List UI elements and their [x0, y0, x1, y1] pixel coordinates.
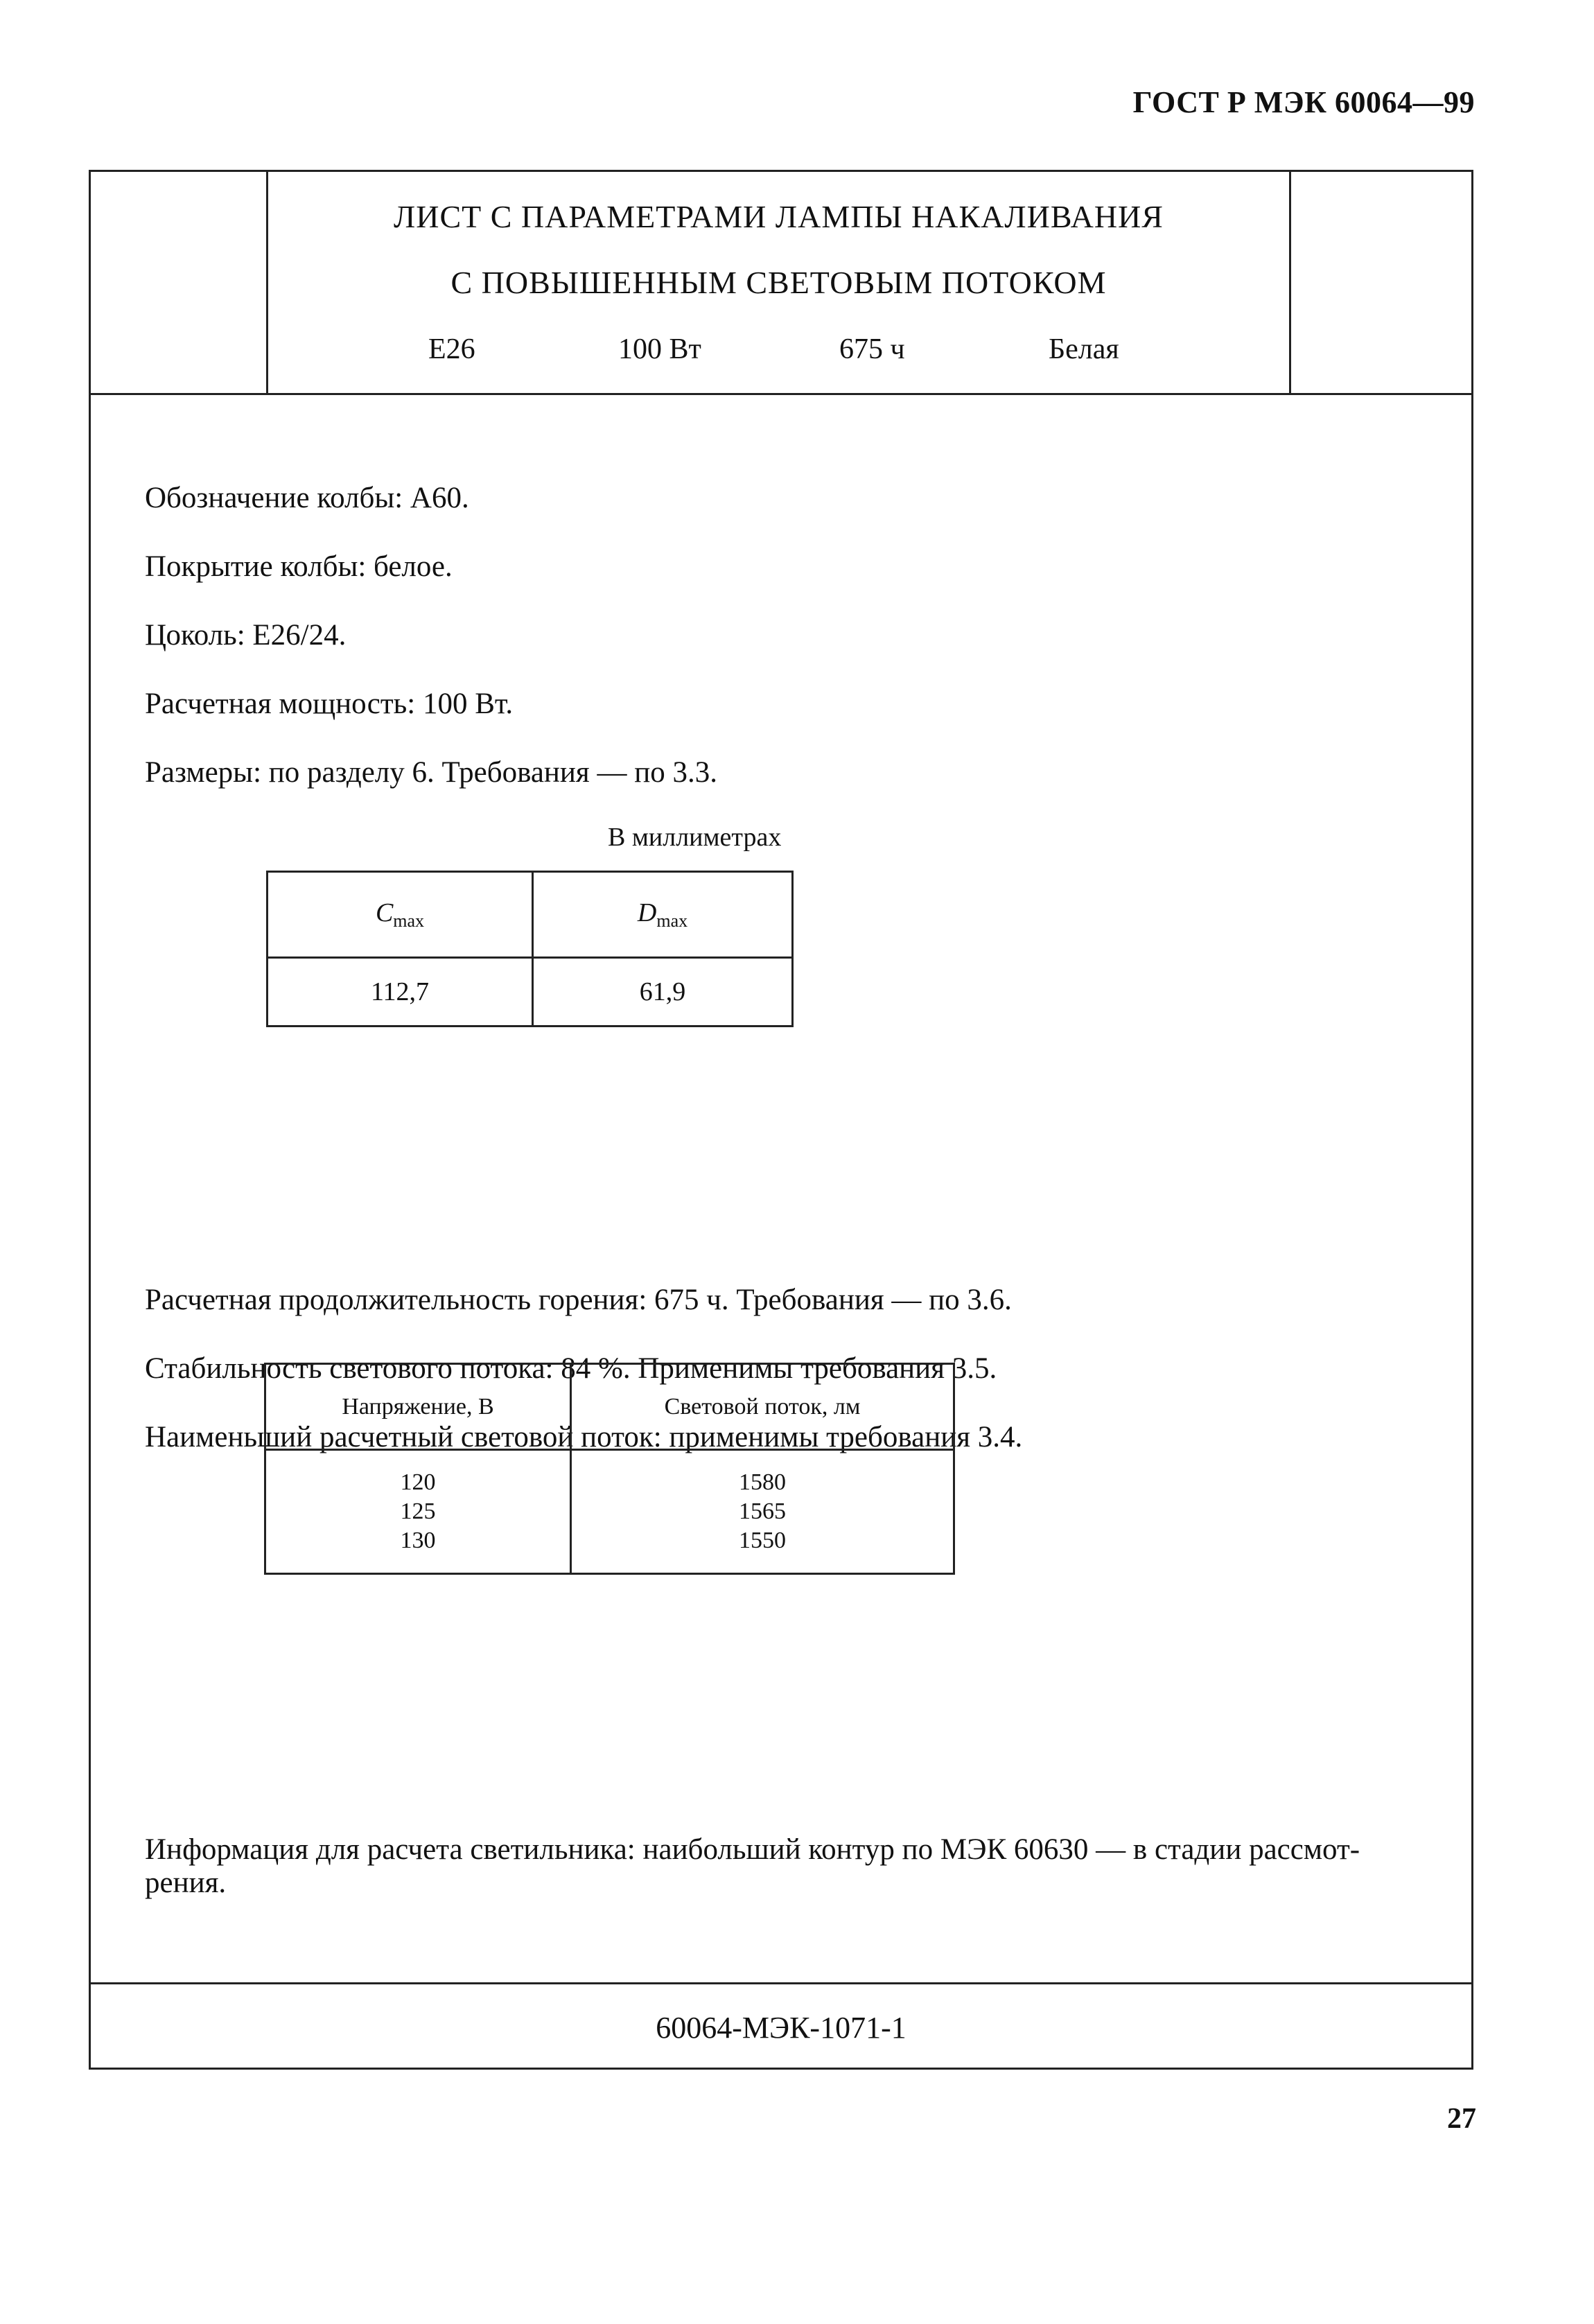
header-d-max	[533, 872, 793, 958]
data-sheet-frame	[89, 170, 1473, 2070]
value-c-max: 112,7	[268, 958, 533, 1026]
spec-power: 100 Вт	[618, 333, 701, 365]
luminaire-info-line-1: Информация для расчета светильника: наибольший контур по МЭК 60630 — в стадии рассмот-	[145, 1833, 1360, 1866]
table-row	[265, 1450, 954, 1574]
flux-1550: 1550	[739, 1528, 786, 1553]
table-header-row	[265, 1364, 954, 1450]
value-d-max: 61,9	[533, 958, 793, 1026]
spec-life: 675 ч	[839, 333, 905, 365]
flux-1565: 1565	[739, 1499, 786, 1524]
req-min-flux: Наименьший расчетный световой поток: применимы требования 3.4.	[145, 1421, 1023, 1453]
luminaire-info-line-2: рения.	[145, 1867, 227, 1899]
subscript-max: max	[656, 911, 688, 931]
symbol-c: C	[375, 898, 394, 927]
flux-values	[571, 1450, 954, 1574]
param-wattage: Расчетная мощность: 100 Вт.	[145, 688, 514, 720]
table-row	[268, 958, 793, 1026]
header-voltage: Напряжение, В	[265, 1364, 571, 1450]
table-header-row	[268, 872, 793, 958]
req-life: Расчетная продолжительность горения: 675 ч. Требования — по 3.6.	[145, 1284, 1012, 1316]
voltage-125: 125	[400, 1499, 436, 1524]
page-number: 27	[1447, 2103, 1476, 2135]
subscript-max: max	[393, 911, 425, 931]
param-coating: Покрытие колбы: белое.	[145, 550, 453, 583]
req-maintenance: Стабильность светового потока: 84 %. Применимы требования 3.5.	[145, 1352, 997, 1385]
spec-cap: E26	[428, 333, 475, 365]
sheet-title-line-1: ЛИСТ С ПАРАМЕТРАМИ ЛАМПЫ НАКАЛИВАНИЯ	[394, 199, 1164, 234]
title-divider-right	[1289, 172, 1291, 393]
param-bulb: Обозначение колбы: A60.	[145, 482, 469, 514]
spec-finish: Белая	[1049, 333, 1119, 365]
header-c-max	[268, 872, 533, 958]
param-dimensions: Размеры: по разделу 6. Требования — по 3.3.	[145, 756, 717, 789]
voltage-130: 130	[400, 1528, 436, 1553]
param-base: Цоколь: E26/24.	[145, 619, 347, 652]
units-note: В миллиметрах	[608, 823, 782, 852]
sheet-title-line-2: С ПОВЫШЕННЫМ СВЕТОВЫМ ПОТОКОМ	[450, 265, 1107, 300]
symbol-d: D	[637, 898, 657, 927]
dimensions-table	[266, 871, 794, 1027]
voltage-values	[265, 1450, 571, 1574]
flux-1580: 1580	[739, 1469, 786, 1495]
voltage-flux-table	[264, 1363, 955, 1575]
title-block	[91, 172, 1471, 395]
header-flux: Световой поток, лм	[571, 1364, 954, 1450]
footer-block	[91, 1982, 1471, 2070]
voltage-120: 120	[400, 1469, 436, 1495]
sheet-code: 60064-МЭК-1071-1	[656, 2011, 907, 2045]
standard-designation: ГОСТ Р МЭК 60064—99	[1132, 85, 1475, 119]
